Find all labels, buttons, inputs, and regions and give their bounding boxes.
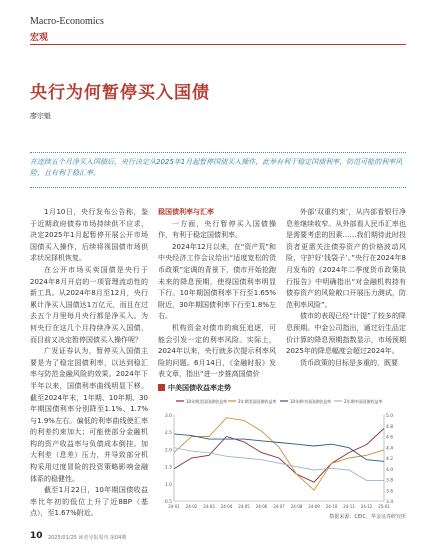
paragraph: 2024年12月以来，在“资产荒”和中央经济工作会议给出“适度宽松的货币政策”定调的背景下，债市开始抢跑未来的降息预期，使得国债利率明显下行。10年期国债利率下行至1.65%附近，30年期国债利率下行至1.8%左右。 <box>158 242 276 321</box>
y-tick-label-left: 3.0 <box>164 414 172 419</box>
y-tick-label-left: 1.5 <box>164 465 172 471</box>
series-line <box>174 448 384 481</box>
legend-label: 10年期中国国债收益率 <box>290 399 332 404</box>
abstract-text: 在连续五个月净买入国债后，央行决定从2025年1月起暂停国债买入操作，此举有利于稳定国债利率，防范可能的利率风险，且有利于稳汇率。 <box>30 158 403 177</box>
paragraph: 截至1月22日，10年期国债收益率比年初的低位上升了近8BP（基点），至1.67%附近。 <box>30 486 148 518</box>
y-tick-label-right: 5.0 <box>386 414 394 419</box>
paragraph: 货币政策的目标是多重的，既要 <box>300 358 398 367</box>
paragraph: 外部‘双重约束’，从内部看银行净息差继续收窄。从外部看人民币汇率也是需要考虑的因素……我们期待此时投资者更需关注债券资产的价格波动风险，守护好‘钱袋子’。”央行在2024年8月发布的《2024年二季度货币政策执行报告》中明确指出“对金融机构持有债券资产的风险敞口开展压力测试，防范利率风险”。 <box>286 208 406 309</box>
paragraph: 债市的表现已经“计提”了较多的降息预期。中金公司指出，通过衍生品定价计算的降息预期指数显示，市场预期2025年的降息幅度会超过2024年。 <box>286 312 406 356</box>
y-tick-label-right: 3.4 <box>386 500 394 505</box>
x-tick-label: 24-08 <box>290 504 303 509</box>
x-tick-label: 24-09 <box>308 504 320 509</box>
section-divider <box>30 44 406 45</box>
chart-plot <box>158 395 406 513</box>
page-number: 10 <box>30 531 43 541</box>
x-tick-label: 24-10 <box>325 504 338 509</box>
article-author: 廖宗魁 <box>30 112 51 120</box>
footer-text: 2025/01/25 读者导报周刊 第04期 <box>48 535 127 541</box>
x-tick-label: 24-02 <box>185 504 198 509</box>
x-tick-label: 24-05 <box>238 504 250 509</box>
y-tick-label-right: 3.8 <box>386 478 394 484</box>
chart-title <box>158 383 231 393</box>
y-tick-label-right: 4.4 <box>386 446 394 452</box>
paragraph: 广发证券认为，暂停买入国债主要是为了稳定国债利率，以达到稳汇率与防范金融风险的效果。2024年下半年以来，国债利率曲线明显下移。截至2024年末，1年期、10年期、30年期国债利率分别降至1.1%、1.7%与1.9%左右。偏低的利率曲线使汇率的利差约束加大；可能使部分金融机构的资产收益率与负债成本倒挂。加大利差（息差）压力，并导致部分机构采用过度冒险的投资策略影响金融体系的稳健性。 <box>30 347 148 483</box>
x-tick-label: 24-04 <box>220 504 233 509</box>
y-tick-label-right: 4.0 <box>386 467 394 473</box>
y-tick-label-right: 3.6 <box>386 489 394 495</box>
yield-chart <box>158 383 406 523</box>
x-tick-label: 24-11 <box>343 504 355 509</box>
legend-label: 2年期中国国债收益率 <box>344 399 383 404</box>
chart-title-marker <box>158 384 165 391</box>
y-tick-label-right: 4.8 <box>386 424 394 430</box>
x-tick-label: 24-12 <box>360 504 373 509</box>
article-abstract <box>30 152 406 188</box>
legend-label: 2年期美国国债收益率 <box>238 399 277 404</box>
chart-title-text: 中美国债收益率走势 <box>168 384 231 392</box>
y-tick-label-left: 0.5 <box>164 500 172 505</box>
x-tick-label: 24-01 <box>168 504 180 509</box>
y-tick-label-right: 4.6 <box>386 435 394 441</box>
x-tick-label: 25-01 <box>378 504 390 509</box>
text-column-1 <box>30 207 148 520</box>
subheading: 稳国债利率与汇率 <box>158 208 214 216</box>
paragraph: 在公开市场买卖国债是央行于2024年8月开启的一项管理流动性的新工具。从2024年8月至12月，央行累计净买入国债达1万亿元，而且在过去五个月里每月央行都是净买入。为何央行在这几个月持续净买入国债，而目前又决定暂停国债买入操作呢？ <box>30 265 148 344</box>
series-line <box>174 418 384 491</box>
y-tick-label-left: 1.0 <box>164 482 172 488</box>
text-column-2 <box>158 207 276 381</box>
y-tick-label-right: 4.2 <box>386 457 394 462</box>
legend-label: 10年期美国国债收益率 <box>186 399 228 404</box>
paragraph: 机构资金对债市的疯狂追逐，可能会引发一定的利率风险。实际上，2024年以来，央行就多次提示利率风险的问题。6月14日，《金融时报》发表文章，指出“进一步推高国债价 <box>158 323 276 379</box>
y-tick-label-left: 2.0 <box>164 448 172 454</box>
paragraph: 1月10日，央行发布公告称，鉴于近期政府债券市场持续供不应求，决定2025年1月起暂停开展公开市场国债买入操作，后续将视国债市场供求状况择机恢复。 <box>30 208 148 263</box>
paragraph: 一方面，央行暂停买入国债操作，有利于稳定国债利率。 <box>158 219 276 240</box>
section-label-cn: 宏观 <box>30 33 49 43</box>
article-title: 央行为何暂停买入国债 <box>30 83 210 103</box>
x-tick-label: 24-06 <box>255 504 268 509</box>
section-label-en: Macro-Economics <box>30 16 104 27</box>
chart-source: 数据来源：CEIC，华金证券研究所 <box>329 514 406 520</box>
y-tick-label-left: 2.5 <box>164 431 172 437</box>
x-tick-label: 24-07 <box>273 504 285 509</box>
text-column-3 <box>286 207 406 369</box>
x-tick-label: 24-03 <box>203 504 215 509</box>
